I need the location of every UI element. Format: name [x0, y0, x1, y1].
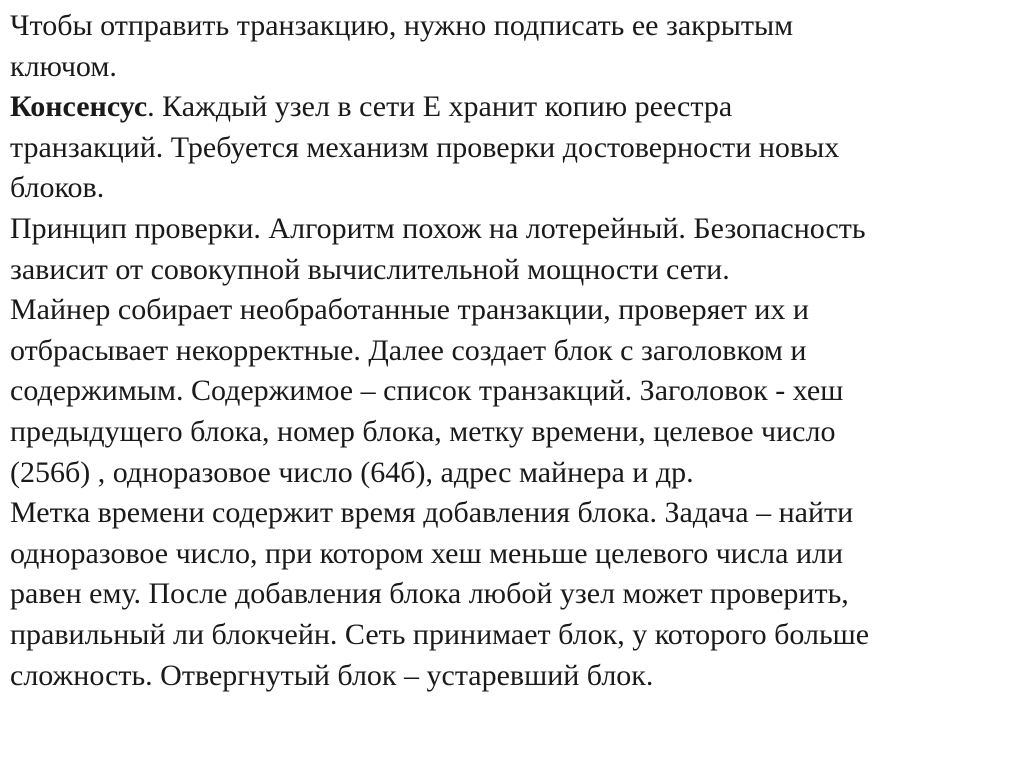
text-line: транзакций. Требуется механизм проверки достоверности новых: [10, 130, 840, 164]
text-line: содержимым. Содержимое – список транзакций. Заголовок - хеш: [10, 374, 844, 408]
slide-body-text: [10, 6, 1015, 696]
paragraph-timestamp: [10, 493, 1015, 696]
text-line: (256б) , одноразовое число (64б), адрес майнера и др.: [10, 455, 694, 489]
text-line: Майнер собирает необработанные транзакции, проверяет их и: [10, 293, 809, 327]
text-line: равен ему. После добавления блока любой узел может проверить,: [10, 577, 849, 611]
text-line: Чтобы отправить транзакцию, нужно подписать ее закрытым: [10, 9, 794, 42]
text-line: Метка времени содержит время добавления блока. Задача – найти: [10, 496, 854, 530]
text-line: предыдущего блока, номер блока, метку времени, целевое число: [10, 414, 836, 448]
text-line: [10, 87, 1015, 128]
paragraph-transaction-signing: [10, 6, 1015, 87]
paragraph-verification-principle: [10, 209, 1015, 290]
consensus-term: Консенсус: [10, 90, 148, 124]
text-line: отбрасывает некорректные. Далее создает блок с заголовком и: [10, 333, 807, 367]
text-line: зависит от совокупной вычислительной мощности сети.: [10, 252, 730, 286]
text-line: сложность. Отвергнутый блок – устаревший блок.: [10, 658, 654, 692]
text-line: правильный ли блокчейн. Сеть принимает блок, у которого больше: [10, 617, 870, 651]
text-line: блоков.: [10, 171, 105, 205]
paragraph-consensus: [10, 87, 1015, 209]
text-line: одноразовое число, при котором хеш меньше целевого числа или: [10, 536, 844, 570]
text-fragment: . Каждый узел в сети E хранит копию реестра: [147, 90, 733, 124]
text-line: ключом.: [10, 49, 117, 83]
text-line: Принцип проверки. Алгоритм похож на лотерейный. Безопасность: [10, 211, 866, 245]
paragraph-miner: [10, 290, 1015, 493]
